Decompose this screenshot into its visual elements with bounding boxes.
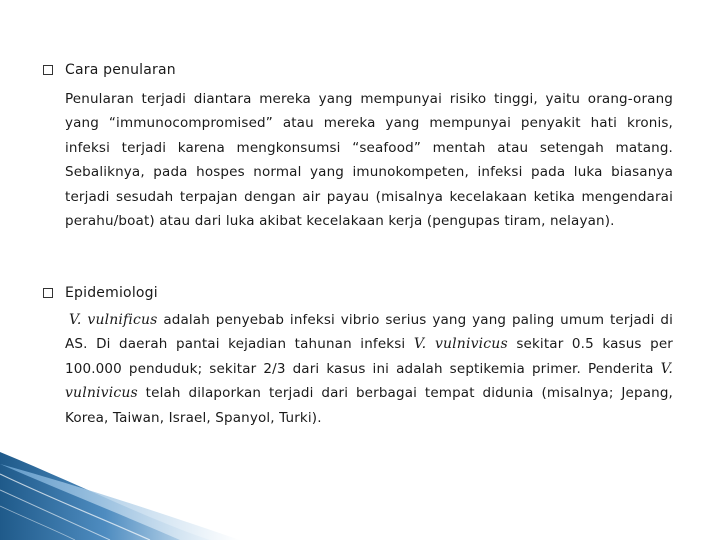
bullet-box-icon (43, 288, 53, 298)
text-segment: adalah penyebab infeksi vibrio serius yang yang paling umum terjadi di AS. Di daerah pantai kejadian tahunan infeksi (65, 312, 673, 353)
paragraph-cara-penularan: Penularan terjadi diantara mereka yang mempunyai risiko tinggi, yaitu orang-orang yang “immunocompromised” atau mereka yang mempunyai penyakit hati kronis, infeksi terjadi karena mengkonsumsi “seafood” mentah atau setengah matang. Sebaliknya, pada hospes normal yang imunokompeten, infeksi pada luka biasanya terjadi sesudah terpajan dengan air payau (misalnya kecelakaan ketika mengendarai perahu/boat) atau dari luka akibat kecelakaan kerja (pengupas tiram, nelayan). (65, 91, 673, 230)
paragraph-epidemiologi (65, 308, 673, 430)
species-name: V. vulnivicus (65, 360, 673, 402)
text-segment: telah dilaporkan terjadi dari berbagai tempat didunia (misalnya; Jepang, Korea, Taiwan, Israel, Spanyol, Turki). (65, 385, 673, 426)
decorative-wave-graphic (0, 450, 720, 540)
section-heading-epidemiologi: Epidemiologi (65, 285, 158, 301)
bullet-box-icon (43, 65, 53, 75)
species-name: V. vulnivicus (413, 336, 508, 353)
species-name: V. vulnificus (69, 312, 158, 328)
section-heading-cara-penularan: Cara penularan (65, 62, 176, 78)
text-segment: sekitar 0.5 kasus per 100.000 penduduk; sekitar 2/3 dari kasus ini adalah septikemia primer. Penderita (65, 336, 673, 377)
